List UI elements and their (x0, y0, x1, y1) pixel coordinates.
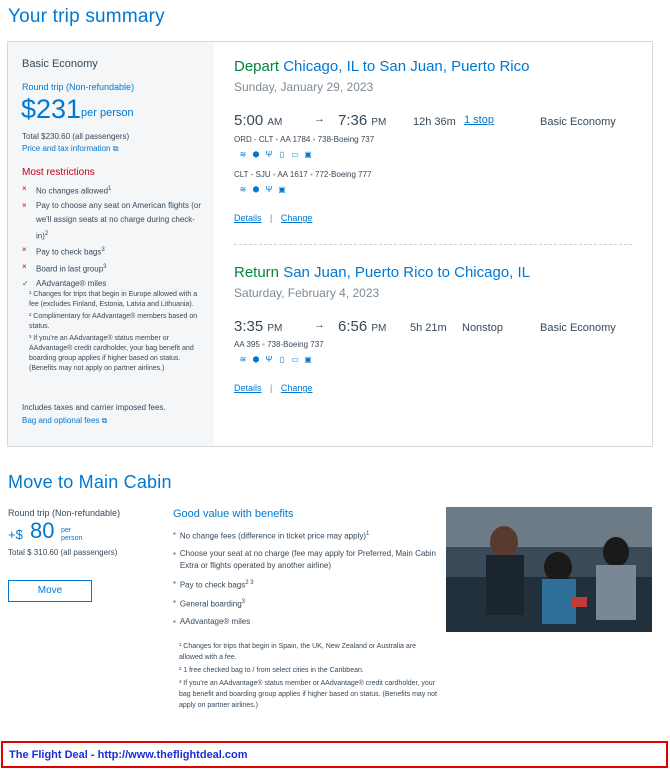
page-title: Your trip summary (8, 6, 165, 27)
power-icon: ▣ (278, 185, 286, 194)
taxes-note: Includes taxes and carrier imposed fees. (22, 403, 166, 412)
x-icon: × (22, 184, 27, 193)
depart-segment-2: CLT - SJU ▪ AA 1617 ▪ 772-Boeing 777 (234, 170, 372, 179)
fare-total: Total $230.60 (all passengers) (22, 132, 130, 141)
phone-icon: ▯ (279, 150, 285, 159)
flight-divider (234, 244, 632, 245)
depart-change-link[interactable]: Change (280, 213, 313, 223)
shield-icon: ⬢ (252, 150, 260, 159)
footnote: ² 1 free checked bag to / from select cities in the Caribbean. (179, 667, 364, 674)
footnote: ³ If you're an AAdvantage® status member or AAdvantage® credit cardholder, your bag benefit and boarding group applies if higher based on status. (Benefits may not apply on partner airlines.) (179, 680, 438, 709)
benefit-item: ▪ Choose your seat at no charge (fee may apply for Preferred, Main Cabin Extra or flights operated by another airline) (173, 548, 436, 570)
arrow-right-icon: → (314, 319, 325, 331)
restriction-item: × No changes allowed$^1$ (22, 182, 202, 199)
depart-cabin: Basic Economy (540, 116, 616, 128)
restrictions-list (22, 182, 202, 291)
restriction-item: × Board in last group$^3$ (22, 260, 202, 277)
return-details-link[interactable]: Details (234, 383, 262, 393)
power-icon: ▣ (304, 150, 312, 159)
phone-icon: ▯ (279, 355, 285, 364)
upgrade-price: 80 (30, 518, 55, 543)
return-heading: Return San Juan, Puerto Rico to Chicago, IL (234, 264, 531, 281)
move-button[interactable]: Move (8, 580, 92, 602)
fare-class: Basic Economy (22, 58, 98, 70)
depart-actions: Details | Change (234, 213, 313, 223)
return-seg1-amenities (239, 356, 312, 364)
return-cabin: Basic Economy (540, 322, 616, 334)
restriction-item: ✓ AAdvantage® miles (22, 277, 202, 291)
shield-icon: ⬢ (252, 355, 260, 364)
upgrade-footnotes (179, 641, 437, 711)
restriction-footnotes (29, 290, 205, 374)
trip-type: Round trip (Non-refundable) (22, 82, 135, 92)
return-change-link[interactable]: Change (280, 383, 313, 393)
return-date: Saturday, February 4, 2023 (234, 286, 380, 300)
depart-duration: 12h 36m (413, 116, 456, 128)
benefit-item: ▪ General boarding$^3$ (173, 597, 246, 609)
check-icon: ✓ (22, 278, 29, 288)
depart-segment-1: ORD - CLT ▪ AA 1784 ▪ 738-Boeing 737 (234, 135, 375, 144)
benefits-heading: Good value with benefits (173, 508, 294, 520)
external-link-icon: ⧉ (112, 144, 119, 153)
x-icon: × (22, 245, 27, 255)
x-icon: × (22, 200, 27, 210)
upgrade-price-prefix: +$ (8, 527, 23, 542)
return-duration: 5h 21m (410, 322, 447, 334)
depart-stops-link[interactable]: 1 stop (464, 114, 494, 126)
benefit-item: ▪ AAdvantage® miles (173, 616, 251, 626)
restrictions-heading: Most restrictions (22, 167, 95, 178)
x-icon: × (22, 261, 27, 271)
trip-summary-card (7, 41, 653, 447)
external-link-icon: ⧉ (101, 416, 108, 425)
upgrade-trip-type: Round trip (Non-refundable) (8, 508, 121, 518)
fare-summary-panel (8, 42, 214, 446)
price-tax-link[interactable]: Price and tax information ⧉ (22, 144, 119, 153)
upgrade-price-unit: per person (61, 527, 83, 542)
wifi-icon: ≋ (239, 185, 247, 194)
wifi-icon: ≋ (239, 150, 247, 159)
usb-icon: Ψ (265, 355, 273, 364)
depart-date: Sunday, January 29, 2023 (234, 80, 374, 94)
wifi-icon: ≋ (239, 355, 247, 364)
shield-icon: ⬢ (252, 185, 260, 194)
return-segment-1: AA 395 ▪ 738-Boeing 737 (234, 340, 324, 349)
depart-heading: Depart Chicago, IL to San Juan, Puerto Rico (234, 58, 530, 75)
tv-icon: ▭ (291, 150, 299, 159)
return-arrival: 6:56 PM (338, 318, 387, 335)
footnote: ¹ Changes for trips that begin in Spain, the UK, New Zealand or Australia are allowed with a fee. (179, 643, 416, 661)
restriction-item: × Pay to choose any seat on American flights (or we'll assign seats at no charge during check-in)$^2$ (22, 199, 202, 244)
footer-banner (1, 741, 668, 768)
tv-icon: ▭ (291, 355, 299, 364)
usb-icon: Ψ (265, 185, 273, 194)
depart-seg1-amenities (239, 151, 312, 159)
upgrade-title: Move to Main Cabin (8, 472, 172, 492)
usb-icon: Ψ (265, 150, 273, 159)
upgrade-total: Total $ 310.60 (all passengers) (8, 548, 118, 557)
bag-fees-link[interactable]: Bag and optional fees ⧉ (22, 416, 108, 425)
benefit-item: ▪ Pay to check bags$^{2 3}$ (173, 577, 254, 590)
footnote: ³ If you're an AAdvantage® status member or AAdvantage® credit cardholder, your bag benefit and boarding group applies if higher based on status. (Benefits may not apply on partner airlines.) (29, 335, 194, 372)
fare-price: $231 (21, 94, 82, 124)
return-stops: Nonstop (462, 322, 503, 334)
return-times: 3:35 PM (234, 318, 283, 335)
arrow-right-icon: → (314, 113, 325, 125)
depart-arrival: 7:36 PM (338, 112, 387, 129)
footer-text: The Flight Deal - http://www.theflightdeal.com (9, 749, 248, 761)
return-actions: Details | Change (234, 383, 313, 393)
price-unit: per person (81, 107, 134, 119)
cabin-photo (446, 507, 652, 632)
benefit-item: ▪ No change fees (difference in ticket price may apply)$^1$ (173, 529, 370, 541)
restriction-item: × Pay to check bags$^3$ (22, 243, 202, 260)
footnote: ¹ Changes for trips that begin in Europe allowed with a fee (excludes Finland, Estonia, Latvia and Lithuania). (29, 291, 198, 308)
footnote: ² Complimentary for AAdvantage® members based on status. (29, 313, 198, 330)
benefits-list (173, 528, 438, 628)
depart-seg2-amenities (239, 186, 286, 194)
depart-details-link[interactable]: Details (234, 213, 262, 223)
depart-times: 5:00 AM (234, 112, 283, 129)
power-icon: ▣ (304, 355, 312, 364)
